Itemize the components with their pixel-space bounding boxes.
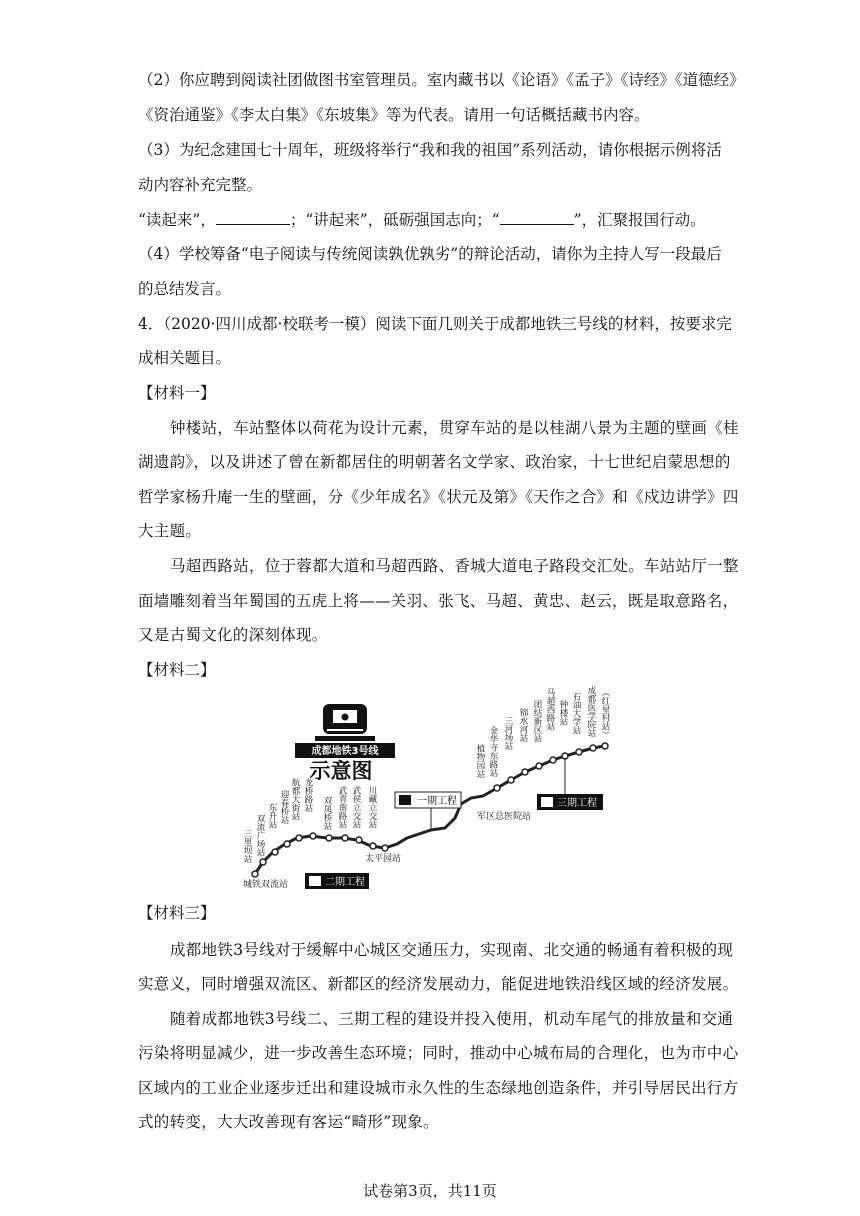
material1-p2-line1: 马超西路站，位于蓉都大道和马超西路、香城大道电子路段交汇处。车站站厅一整 (170, 557, 739, 575)
station-dot (590, 745, 596, 751)
station-dot (522, 769, 528, 775)
station-dot (284, 841, 290, 847)
train-icon (315, 704, 375, 741)
station-shuangfengqiao: 双凤桥站 (322, 796, 332, 830)
station-dot (296, 835, 302, 841)
q3-fill-c: ”，汇聚报国行动。 (573, 211, 706, 229)
station-zhiwuyuan: 植物园站 (475, 744, 485, 778)
metro-line3-map (235, 686, 645, 892)
svg-text:二期工程: 二期工程 (325, 877, 365, 888)
material2-heading: 【材料二】 (138, 661, 216, 679)
q4-line-1: （4）学校筹备“电子阅读与传统阅读孰优孰劣”的辩论活动，请你为主持人写一段最后 (138, 245, 722, 263)
station-dot (252, 871, 258, 877)
material1-p1-line3: 哲学家杨升庵一生的壁画，分《少年成名》《状元及第》《天作之合》和《戍边讲学》四 (138, 488, 739, 506)
item4-line-1: 4．（2020·四川成都·校联考一模）阅读下面几则关于成都地铁三号线的材料，按要求完 (138, 315, 732, 333)
page-footer: 试卷第3页，共11页 (363, 1182, 497, 1200)
station-dongsheng: 东升站 (267, 803, 277, 829)
material1-p2-line3: 又是古蜀文化的深刻体现。 (138, 626, 328, 644)
q3-fill-b: ；“讲起来”，砥砺强国志向；“ (289, 211, 500, 229)
station-taipingyuan: 太平园站 (365, 854, 402, 864)
station-dot (310, 833, 316, 839)
station-yixueyuan: 成都医学院站 (586, 686, 596, 737)
station-shicheng: 石油大学站 (571, 692, 581, 735)
station-machao: 马超西路站 (545, 688, 555, 731)
station-shuangliu-square: 双流广场站 (255, 814, 265, 857)
station-sanhechang: 三河场站 (503, 716, 513, 750)
material1-p1-line1: 钟楼站，车站整体以荷花为设计元素，贯穿车站的是以桂湖八景为主题的壁画《桂 (170, 419, 739, 437)
q2-line-2: 《资治通鉴》《李太白集》《东坡集》等为代表。请用一句话概括藏书内容。 (138, 106, 650, 124)
station-hangdu: 航都大街站 (290, 778, 300, 821)
material1-heading: 【材料一】 (138, 384, 216, 402)
station-chuanzang: 川藏立交站 (367, 786, 377, 829)
station-junqu: 军区总医院站 (477, 812, 532, 822)
map-title-big: 示意图 (309, 759, 373, 783)
station-dot (494, 785, 500, 791)
station-shuangliu-end: 城铁双流站 (243, 880, 289, 890)
material1-p1-line4: 大主题。 (138, 522, 202, 540)
material3-p2-line2: 污染将明显减少，进一步改善生态环境；同时，推动中心城布局的合理化，也为市中心 (138, 1044, 739, 1062)
svg-text:三期工程: 三期工程 (557, 798, 597, 809)
station-dot (576, 749, 582, 755)
svg-text:一期工程: 一期工程 (417, 796, 457, 807)
station-dot (342, 835, 348, 841)
station-wuqingnanlu: 武青南路站 (337, 786, 347, 829)
station-jinhuasi: 金华寺东路站 (488, 726, 498, 777)
material3-p2-line4: 式的转变，大大改善现有客运“畸形”现象。 (138, 1113, 439, 1131)
answer-blank-2[interactable] (500, 210, 574, 225)
q4-line-2: 的总结发言。 (138, 280, 232, 298)
phase3-label (537, 758, 603, 810)
station-dot (508, 777, 514, 783)
material3-heading: 【材料三】 (138, 904, 216, 922)
phase2-label (305, 873, 369, 889)
answer-blank-1[interactable] (216, 210, 290, 225)
station-dot (326, 835, 332, 841)
station-yingchunqiao: 迎春桥站 (279, 790, 289, 824)
map-title-small: 成都地铁3号线 (311, 746, 379, 757)
q3-fill-a: “读起来”， (138, 211, 216, 229)
item4-line-2: 成相关题目。 (138, 349, 232, 367)
material3-p2-line1: 随着成都地铁3号线二、三期工程的建设并投入使用，机动车尾气的排放量和交通 (170, 1010, 734, 1028)
station-tuanjie: 团结新区站 (532, 700, 542, 743)
station-dot (536, 763, 542, 769)
q3-line-1: （3）为纪念建国七十周年，班级将举行“我和我的祖国”系列活动，请你根据示例将活 (138, 141, 722, 159)
station-jinshuihe: 锦水河站 (518, 708, 528, 742)
station-wuhoulijiao: 武侯立交站 (351, 786, 361, 829)
station-dot (370, 843, 376, 849)
station-dot (356, 837, 362, 843)
material3-p2-line3: 区域内的工业企业逐步迁出和建设城市永久性的生态绿地创造条件，并引导居民出行方 (138, 1079, 739, 1097)
q2-line-1: （2）你应聘到阅读社团做图书室管理员。室内藏书以《论语》《孟子》《诗经》《道德经》 (138, 71, 745, 89)
station-sanlidun: 三里坝站 (242, 829, 252, 863)
q3-line-2: 动内容补充完整。 (138, 176, 263, 194)
material1-p2-line2: 面墙雕刻着当年蜀国的五虎上将——关羽、张飞、马超、黄忠、赵云，既是取意路名， (138, 592, 739, 610)
material3-p1-line2: 实意义，同时增强双流区、新都区的经济发展动力，能促进地铁沿线区域的经济发展。 (138, 975, 739, 993)
material1-p1-line2: 湖遗韵》，以及讲述了曾在新都居住的明朝著名文学家、政治家，十七世纪启蒙思想的 (138, 453, 731, 471)
phase1-label (395, 792, 461, 830)
station-dot (602, 743, 608, 749)
station-dot (382, 845, 388, 851)
station-dot (550, 757, 556, 763)
q3-fill-line (138, 210, 706, 230)
material3-p1-line1: 成都地铁3号线对于缓解中心城区交通压力，实现南、北交通的畅通有着积极的现 (170, 941, 734, 959)
station-zhonglou: 钟楼站 (558, 700, 568, 726)
station-hongxingcun: （红星村站） (600, 688, 610, 739)
station-dot (272, 849, 278, 855)
station-dot (260, 859, 266, 865)
station-longqiaolu: 龙桥路站 (303, 778, 313, 812)
